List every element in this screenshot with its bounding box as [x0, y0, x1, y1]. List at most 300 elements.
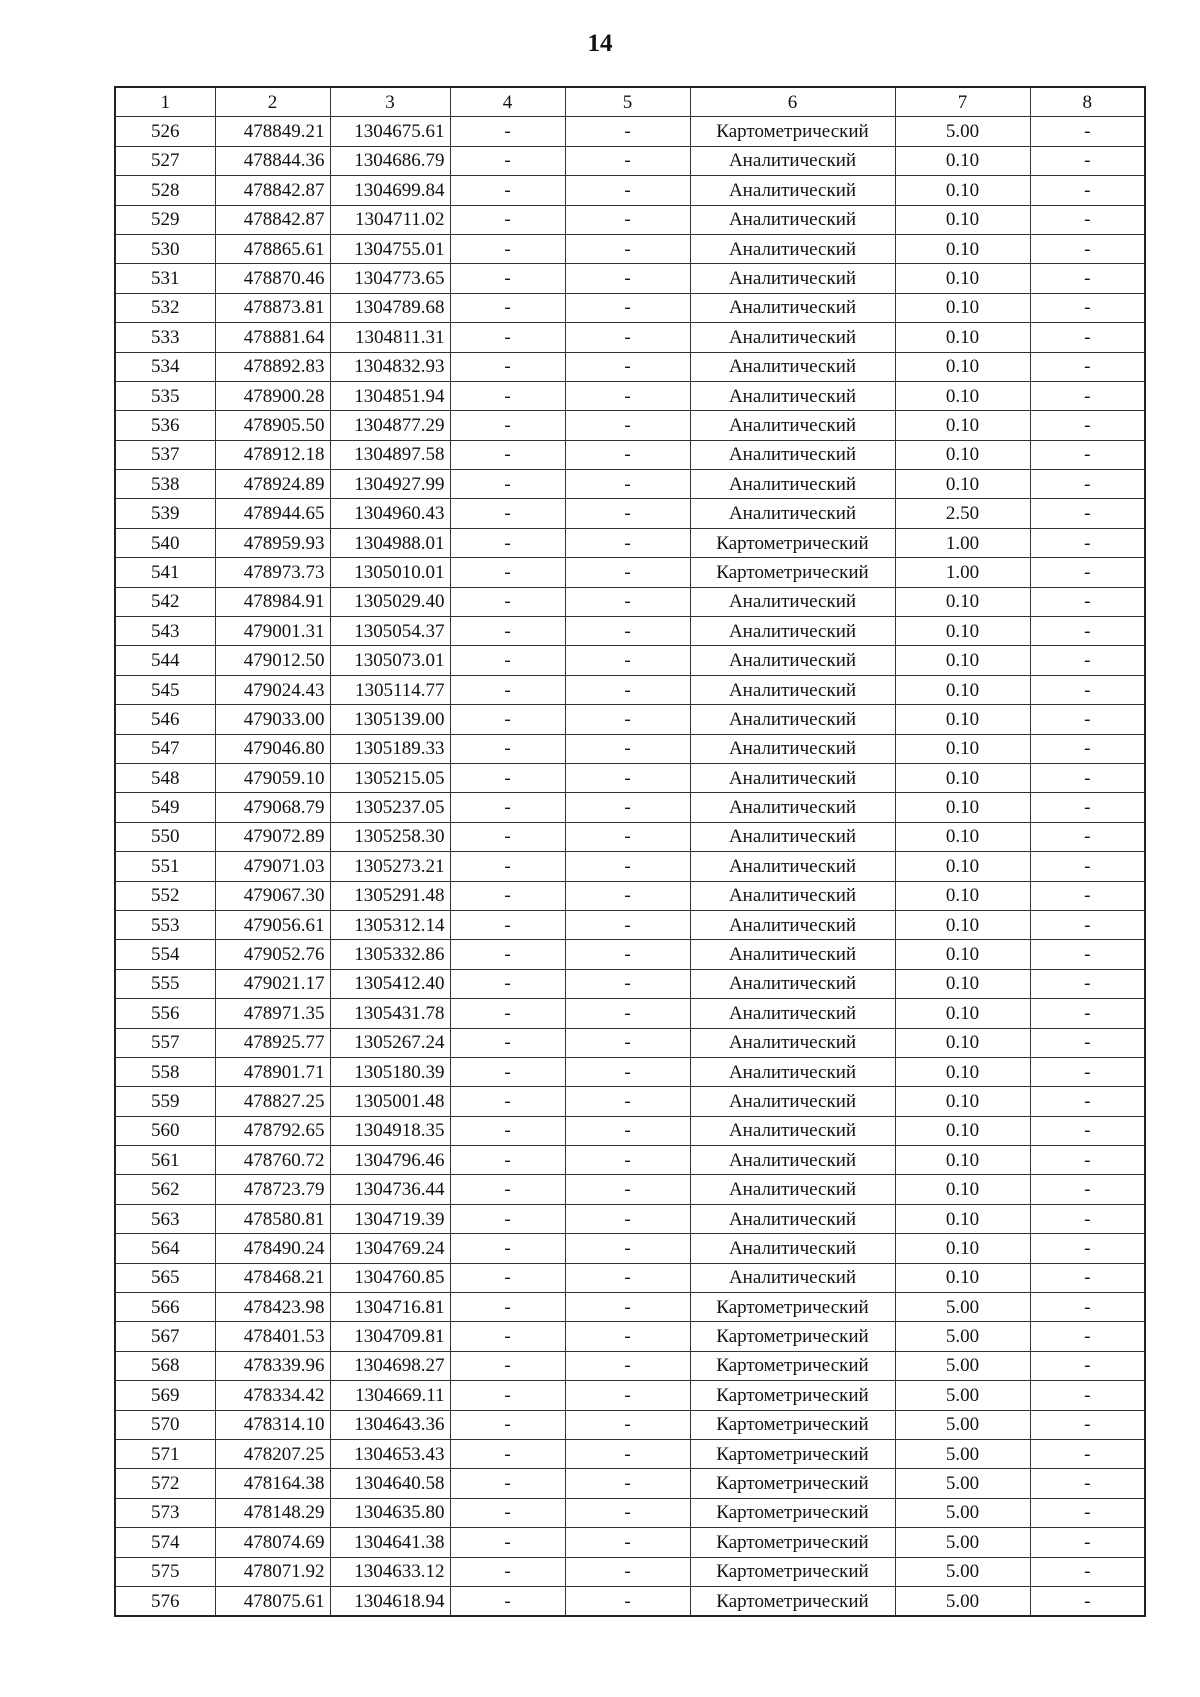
- accuracy-cell: 0.10: [895, 1116, 1030, 1145]
- accuracy-cell: 0.10: [895, 763, 1030, 792]
- table-row: [115, 1351, 1145, 1380]
- x-coordinate-cell: 479012.50: [215, 646, 330, 675]
- y-coordinate-cell: 1304918.35: [330, 1116, 450, 1145]
- y-coordinate-cell: 1304698.27: [330, 1351, 450, 1380]
- x-coordinate-cell: 478959.93: [215, 528, 330, 557]
- column-8-cell: -: [1030, 1116, 1145, 1145]
- accuracy-cell: 0.10: [895, 646, 1030, 675]
- point-number-cell: 541: [115, 558, 215, 587]
- column-5-cell: -: [565, 1175, 690, 1204]
- column-5-cell: -: [565, 1528, 690, 1557]
- accuracy-cell: 0.10: [895, 1057, 1030, 1086]
- column-5-cell: -: [565, 499, 690, 528]
- table-row: [115, 734, 1145, 763]
- column-4-cell: -: [450, 1557, 565, 1586]
- accuracy-cell: 0.10: [895, 793, 1030, 822]
- x-coordinate-cell: 478901.71: [215, 1057, 330, 1086]
- point-number-cell: 565: [115, 1263, 215, 1292]
- y-coordinate-cell: 1304709.81: [330, 1322, 450, 1351]
- column-5-cell: -: [565, 617, 690, 646]
- y-coordinate-cell: 1304653.43: [330, 1439, 450, 1468]
- accuracy-cell: 0.10: [895, 734, 1030, 763]
- x-coordinate-cell: 478760.72: [215, 1146, 330, 1175]
- table-row: [115, 205, 1145, 234]
- column-5-cell: -: [565, 940, 690, 969]
- table-row: [115, 1557, 1145, 1586]
- y-coordinate-cell: 1304675.61: [330, 117, 450, 146]
- point-number-cell: 558: [115, 1057, 215, 1086]
- column-8-cell: -: [1030, 617, 1145, 646]
- x-coordinate-cell: 478490.24: [215, 1234, 330, 1263]
- column-8-cell: -: [1030, 499, 1145, 528]
- table-row: [115, 1498, 1145, 1527]
- point-number-cell: 527: [115, 146, 215, 175]
- column-8-cell: -: [1030, 1146, 1145, 1175]
- y-coordinate-cell: 1304769.24: [330, 1234, 450, 1263]
- column-4-cell: -: [450, 411, 565, 440]
- table-row: [115, 1293, 1145, 1322]
- column-5-cell: -: [565, 587, 690, 616]
- method-cell: Картометрический: [690, 558, 895, 587]
- column-5-cell: -: [565, 705, 690, 734]
- method-cell: Картометрический: [690, 1293, 895, 1322]
- accuracy-cell: 0.10: [895, 470, 1030, 499]
- table-row: [115, 969, 1145, 998]
- point-number-cell: 549: [115, 793, 215, 822]
- method-cell: Аналитический: [690, 411, 895, 440]
- x-coordinate-cell: 478849.21: [215, 117, 330, 146]
- column-header: 8: [1030, 87, 1145, 117]
- column-5-cell: -: [565, 763, 690, 792]
- accuracy-cell: 0.10: [895, 1263, 1030, 1292]
- column-4-cell: -: [450, 734, 565, 763]
- x-coordinate-cell: 478164.38: [215, 1469, 330, 1498]
- method-cell: Картометрический: [690, 1410, 895, 1439]
- column-5-cell: -: [565, 205, 690, 234]
- point-number-cell: 528: [115, 176, 215, 205]
- y-coordinate-cell: 1305412.40: [330, 969, 450, 998]
- y-coordinate-cell: 1304736.44: [330, 1175, 450, 1204]
- table-row: [115, 1439, 1145, 1468]
- table-row: [115, 411, 1145, 440]
- column-8-cell: -: [1030, 381, 1145, 410]
- accuracy-cell: 0.10: [895, 1087, 1030, 1116]
- column-5-cell: -: [565, 528, 690, 557]
- x-coordinate-cell: 478075.61: [215, 1586, 330, 1616]
- y-coordinate-cell: 1305215.05: [330, 763, 450, 792]
- column-5-cell: -: [565, 1146, 690, 1175]
- y-coordinate-cell: 1305431.78: [330, 999, 450, 1028]
- column-5-cell: -: [565, 470, 690, 499]
- column-4-cell: -: [450, 881, 565, 910]
- point-number-cell: 570: [115, 1410, 215, 1439]
- column-4-cell: -: [450, 1410, 565, 1439]
- table-row: [115, 470, 1145, 499]
- column-header: 5: [565, 87, 690, 117]
- accuracy-cell: 5.00: [895, 1293, 1030, 1322]
- accuracy-cell: 5.00: [895, 1469, 1030, 1498]
- column-5-cell: -: [565, 1293, 690, 1322]
- x-coordinate-cell: 478314.10: [215, 1410, 330, 1439]
- column-8-cell: -: [1030, 1057, 1145, 1086]
- column-4-cell: -: [450, 793, 565, 822]
- column-8-cell: -: [1030, 646, 1145, 675]
- x-coordinate-cell: 478423.98: [215, 1293, 330, 1322]
- x-coordinate-cell: 478870.46: [215, 264, 330, 293]
- column-5-cell: -: [565, 117, 690, 146]
- method-cell: Аналитический: [690, 646, 895, 675]
- table-row: [115, 1057, 1145, 1086]
- column-8-cell: -: [1030, 411, 1145, 440]
- method-cell: Аналитический: [690, 763, 895, 792]
- point-number-cell: 571: [115, 1439, 215, 1468]
- column-8-cell: -: [1030, 558, 1145, 587]
- column-4-cell: -: [450, 940, 565, 969]
- table-row: [115, 1381, 1145, 1410]
- column-5-cell: -: [565, 381, 690, 410]
- point-number-cell: 554: [115, 940, 215, 969]
- point-number-cell: 539: [115, 499, 215, 528]
- x-coordinate-cell: 478334.42: [215, 1381, 330, 1410]
- method-cell: Аналитический: [690, 234, 895, 263]
- table-row: [115, 323, 1145, 352]
- column-4-cell: -: [450, 617, 565, 646]
- point-number-cell: 533: [115, 323, 215, 352]
- column-5-cell: -: [565, 234, 690, 263]
- x-coordinate-cell: 478912.18: [215, 440, 330, 469]
- column-8-cell: -: [1030, 1322, 1145, 1351]
- y-coordinate-cell: 1304711.02: [330, 205, 450, 234]
- y-coordinate-cell: 1304960.43: [330, 499, 450, 528]
- column-4-cell: -: [450, 969, 565, 998]
- point-number-cell: 573: [115, 1498, 215, 1527]
- y-coordinate-cell: 1305029.40: [330, 587, 450, 616]
- column-4-cell: -: [450, 558, 565, 587]
- column-8-cell: -: [1030, 176, 1145, 205]
- method-cell: Картометрический: [690, 1322, 895, 1351]
- point-number-cell: 536: [115, 411, 215, 440]
- column-8-cell: -: [1030, 293, 1145, 322]
- y-coordinate-cell: 1304716.81: [330, 1293, 450, 1322]
- column-4-cell: -: [450, 1351, 565, 1380]
- y-coordinate-cell: 1305054.37: [330, 617, 450, 646]
- point-number-cell: 569: [115, 1381, 215, 1410]
- column-4-cell: -: [450, 323, 565, 352]
- method-cell: Аналитический: [690, 176, 895, 205]
- accuracy-cell: 0.10: [895, 969, 1030, 998]
- method-cell: Аналитический: [690, 1146, 895, 1175]
- y-coordinate-cell: 1305332.86: [330, 940, 450, 969]
- method-cell: Картометрический: [690, 1351, 895, 1380]
- table-row: [115, 1528, 1145, 1557]
- method-cell: Аналитический: [690, 205, 895, 234]
- column-5-cell: -: [565, 352, 690, 381]
- point-number-cell: 576: [115, 1586, 215, 1616]
- method-cell: Аналитический: [690, 587, 895, 616]
- column-8-cell: -: [1030, 1528, 1145, 1557]
- point-number-cell: 575: [115, 1557, 215, 1586]
- column-5-cell: -: [565, 440, 690, 469]
- point-number-cell: 567: [115, 1322, 215, 1351]
- column-5-cell: -: [565, 910, 690, 939]
- method-cell: Аналитический: [690, 1057, 895, 1086]
- y-coordinate-cell: 1305237.05: [330, 793, 450, 822]
- x-coordinate-cell: 478925.77: [215, 1028, 330, 1057]
- point-number-cell: 560: [115, 1116, 215, 1145]
- y-coordinate-cell: 1305073.01: [330, 646, 450, 675]
- table-row: [115, 675, 1145, 704]
- column-5-cell: -: [565, 1439, 690, 1468]
- x-coordinate-cell: 478973.73: [215, 558, 330, 587]
- table-row: [115, 1087, 1145, 1116]
- method-cell: Картометрический: [690, 1586, 895, 1616]
- method-cell: Аналитический: [690, 470, 895, 499]
- column-5-cell: -: [565, 1381, 690, 1410]
- table-row: [115, 117, 1145, 146]
- y-coordinate-cell: 1305114.77: [330, 675, 450, 704]
- column-8-cell: -: [1030, 1087, 1145, 1116]
- accuracy-cell: 0.10: [895, 705, 1030, 734]
- y-coordinate-cell: 1304877.29: [330, 411, 450, 440]
- column-5-cell: -: [565, 1410, 690, 1439]
- column-5-cell: -: [565, 1469, 690, 1498]
- y-coordinate-cell: 1304789.68: [330, 293, 450, 322]
- y-coordinate-cell: 1305273.21: [330, 852, 450, 881]
- column-5-cell: -: [565, 264, 690, 293]
- column-8-cell: -: [1030, 734, 1145, 763]
- column-4-cell: -: [450, 1498, 565, 1527]
- x-coordinate-cell: 478892.83: [215, 352, 330, 381]
- point-number-cell: 535: [115, 381, 215, 410]
- accuracy-cell: 0.10: [895, 852, 1030, 881]
- y-coordinate-cell: 1304796.46: [330, 1146, 450, 1175]
- point-number-cell: 574: [115, 1528, 215, 1557]
- method-cell: Аналитический: [690, 352, 895, 381]
- column-5-cell: -: [565, 1057, 690, 1086]
- column-5-cell: -: [565, 1204, 690, 1233]
- accuracy-cell: 0.10: [895, 1234, 1030, 1263]
- x-coordinate-cell: 479067.30: [215, 881, 330, 910]
- table-row: [115, 352, 1145, 381]
- column-8-cell: -: [1030, 969, 1145, 998]
- column-4-cell: -: [450, 440, 565, 469]
- y-coordinate-cell: 1304719.39: [330, 1204, 450, 1233]
- table-row: [115, 1586, 1145, 1616]
- table-row: [115, 793, 1145, 822]
- accuracy-cell: 5.00: [895, 1351, 1030, 1380]
- y-coordinate-cell: 1304927.99: [330, 470, 450, 499]
- y-coordinate-cell: 1304897.58: [330, 440, 450, 469]
- y-coordinate-cell: 1305312.14: [330, 910, 450, 939]
- x-coordinate-cell: 478207.25: [215, 1439, 330, 1468]
- y-coordinate-cell: 1304773.65: [330, 264, 450, 293]
- column-8-cell: -: [1030, 763, 1145, 792]
- x-coordinate-cell: 478865.61: [215, 234, 330, 263]
- column-5-cell: -: [565, 323, 690, 352]
- x-coordinate-cell: 478905.50: [215, 411, 330, 440]
- point-number-cell: 543: [115, 617, 215, 646]
- table-row: [115, 910, 1145, 939]
- method-cell: Аналитический: [690, 675, 895, 704]
- table-row: [115, 1410, 1145, 1439]
- y-coordinate-cell: 1305180.39: [330, 1057, 450, 1086]
- point-number-cell: 557: [115, 1028, 215, 1057]
- accuracy-cell: 0.10: [895, 234, 1030, 263]
- x-coordinate-cell: 478842.87: [215, 205, 330, 234]
- column-4-cell: -: [450, 587, 565, 616]
- column-8-cell: -: [1030, 1381, 1145, 1410]
- column-header: 1: [115, 87, 215, 117]
- point-number-cell: 553: [115, 910, 215, 939]
- accuracy-cell: 0.10: [895, 1204, 1030, 1233]
- column-8-cell: -: [1030, 234, 1145, 263]
- method-cell: Аналитический: [690, 1204, 895, 1233]
- x-coordinate-cell: 479056.61: [215, 910, 330, 939]
- column-5-cell: -: [565, 793, 690, 822]
- column-4-cell: -: [450, 999, 565, 1028]
- method-cell: Аналитический: [690, 822, 895, 851]
- column-8-cell: -: [1030, 1410, 1145, 1439]
- column-8-cell: -: [1030, 146, 1145, 175]
- accuracy-cell: 0.10: [895, 1146, 1030, 1175]
- point-number-cell: 548: [115, 763, 215, 792]
- table-row: [115, 176, 1145, 205]
- accuracy-cell: 0.10: [895, 293, 1030, 322]
- method-cell: Аналитический: [690, 1028, 895, 1057]
- column-4-cell: -: [450, 1028, 565, 1057]
- x-coordinate-cell: 478148.29: [215, 1498, 330, 1527]
- x-coordinate-cell: 478844.36: [215, 146, 330, 175]
- y-coordinate-cell: 1305258.30: [330, 822, 450, 851]
- column-5-cell: -: [565, 411, 690, 440]
- column-8-cell: -: [1030, 264, 1145, 293]
- x-coordinate-cell: 479059.10: [215, 763, 330, 792]
- accuracy-cell: 0.10: [895, 587, 1030, 616]
- column-8-cell: -: [1030, 822, 1145, 851]
- point-number-cell: 547: [115, 734, 215, 763]
- accuracy-cell: 0.10: [895, 352, 1030, 381]
- x-coordinate-cell: 478071.92: [215, 1557, 330, 1586]
- method-cell: Аналитический: [690, 1116, 895, 1145]
- method-cell: Аналитический: [690, 969, 895, 998]
- x-coordinate-cell: 479033.00: [215, 705, 330, 734]
- table-row: [115, 499, 1145, 528]
- coordinates-table: [114, 86, 1146, 1617]
- column-8-cell: -: [1030, 1263, 1145, 1292]
- method-cell: Аналитический: [690, 1175, 895, 1204]
- column-header: 2: [215, 87, 330, 117]
- point-number-cell: 546: [115, 705, 215, 734]
- accuracy-cell: 0.10: [895, 940, 1030, 969]
- column-4-cell: -: [450, 1322, 565, 1351]
- table-row: [115, 1204, 1145, 1233]
- accuracy-cell: 2.50: [895, 499, 1030, 528]
- column-8-cell: -: [1030, 1557, 1145, 1586]
- y-coordinate-cell: 1304635.80: [330, 1498, 450, 1527]
- y-coordinate-cell: 1304832.93: [330, 352, 450, 381]
- column-5-cell: -: [565, 1498, 690, 1527]
- point-number-cell: 562: [115, 1175, 215, 1204]
- x-coordinate-cell: 478827.25: [215, 1087, 330, 1116]
- point-number-cell: 540: [115, 528, 215, 557]
- column-4-cell: -: [450, 1439, 565, 1468]
- method-cell: Аналитический: [690, 1087, 895, 1116]
- accuracy-cell: 0.10: [895, 910, 1030, 939]
- column-8-cell: -: [1030, 528, 1145, 557]
- y-coordinate-cell: 1304760.85: [330, 1263, 450, 1292]
- x-coordinate-cell: 478924.89: [215, 470, 330, 499]
- method-cell: Картометрический: [690, 117, 895, 146]
- method-cell: Аналитический: [690, 910, 895, 939]
- method-cell: Аналитический: [690, 705, 895, 734]
- y-coordinate-cell: 1304640.58: [330, 1469, 450, 1498]
- column-8-cell: -: [1030, 1586, 1145, 1616]
- column-8-cell: -: [1030, 999, 1145, 1028]
- x-coordinate-cell: 478984.91: [215, 587, 330, 616]
- column-5-cell: -: [565, 822, 690, 851]
- accuracy-cell: 5.00: [895, 1410, 1030, 1439]
- method-cell: Картометрический: [690, 528, 895, 557]
- accuracy-cell: 5.00: [895, 117, 1030, 146]
- accuracy-cell: 0.10: [895, 617, 1030, 646]
- table-row: [115, 999, 1145, 1028]
- y-coordinate-cell: 1304699.84: [330, 176, 450, 205]
- accuracy-cell: 0.10: [895, 881, 1030, 910]
- column-8-cell: -: [1030, 1234, 1145, 1263]
- x-coordinate-cell: 479072.89: [215, 822, 330, 851]
- accuracy-cell: 0.10: [895, 146, 1030, 175]
- column-5-cell: -: [565, 999, 690, 1028]
- column-8-cell: -: [1030, 1175, 1145, 1204]
- method-cell: Аналитический: [690, 940, 895, 969]
- column-4-cell: -: [450, 1234, 565, 1263]
- method-cell: Аналитический: [690, 1263, 895, 1292]
- point-number-cell: 555: [115, 969, 215, 998]
- column-5-cell: -: [565, 1586, 690, 1616]
- method-cell: Аналитический: [690, 852, 895, 881]
- method-cell: Аналитический: [690, 264, 895, 293]
- method-cell: Аналитический: [690, 1234, 895, 1263]
- point-number-cell: 556: [115, 999, 215, 1028]
- accuracy-cell: 0.10: [895, 176, 1030, 205]
- x-coordinate-cell: 478580.81: [215, 1204, 330, 1233]
- method-cell: Аналитический: [690, 793, 895, 822]
- column-8-cell: -: [1030, 1293, 1145, 1322]
- x-coordinate-cell: 479024.43: [215, 675, 330, 704]
- column-4-cell: -: [450, 264, 565, 293]
- accuracy-cell: 0.10: [895, 264, 1030, 293]
- column-8-cell: -: [1030, 1028, 1145, 1057]
- column-5-cell: -: [565, 1557, 690, 1586]
- table-row: [115, 1116, 1145, 1145]
- point-number-cell: 550: [115, 822, 215, 851]
- point-number-cell: 551: [115, 852, 215, 881]
- x-coordinate-cell: 478723.79: [215, 1175, 330, 1204]
- method-cell: Картометрический: [690, 1381, 895, 1410]
- y-coordinate-cell: 1304988.01: [330, 528, 450, 557]
- column-4-cell: -: [450, 352, 565, 381]
- accuracy-cell: 0.10: [895, 675, 1030, 704]
- point-number-cell: 534: [115, 352, 215, 381]
- page-number: 14: [587, 30, 613, 57]
- x-coordinate-cell: 479071.03: [215, 852, 330, 881]
- accuracy-cell: 0.10: [895, 999, 1030, 1028]
- method-cell: Аналитический: [690, 381, 895, 410]
- x-coordinate-cell: 479068.79: [215, 793, 330, 822]
- point-number-cell: 538: [115, 470, 215, 499]
- y-coordinate-cell: 1304851.94: [330, 381, 450, 410]
- accuracy-cell: 1.00: [895, 528, 1030, 557]
